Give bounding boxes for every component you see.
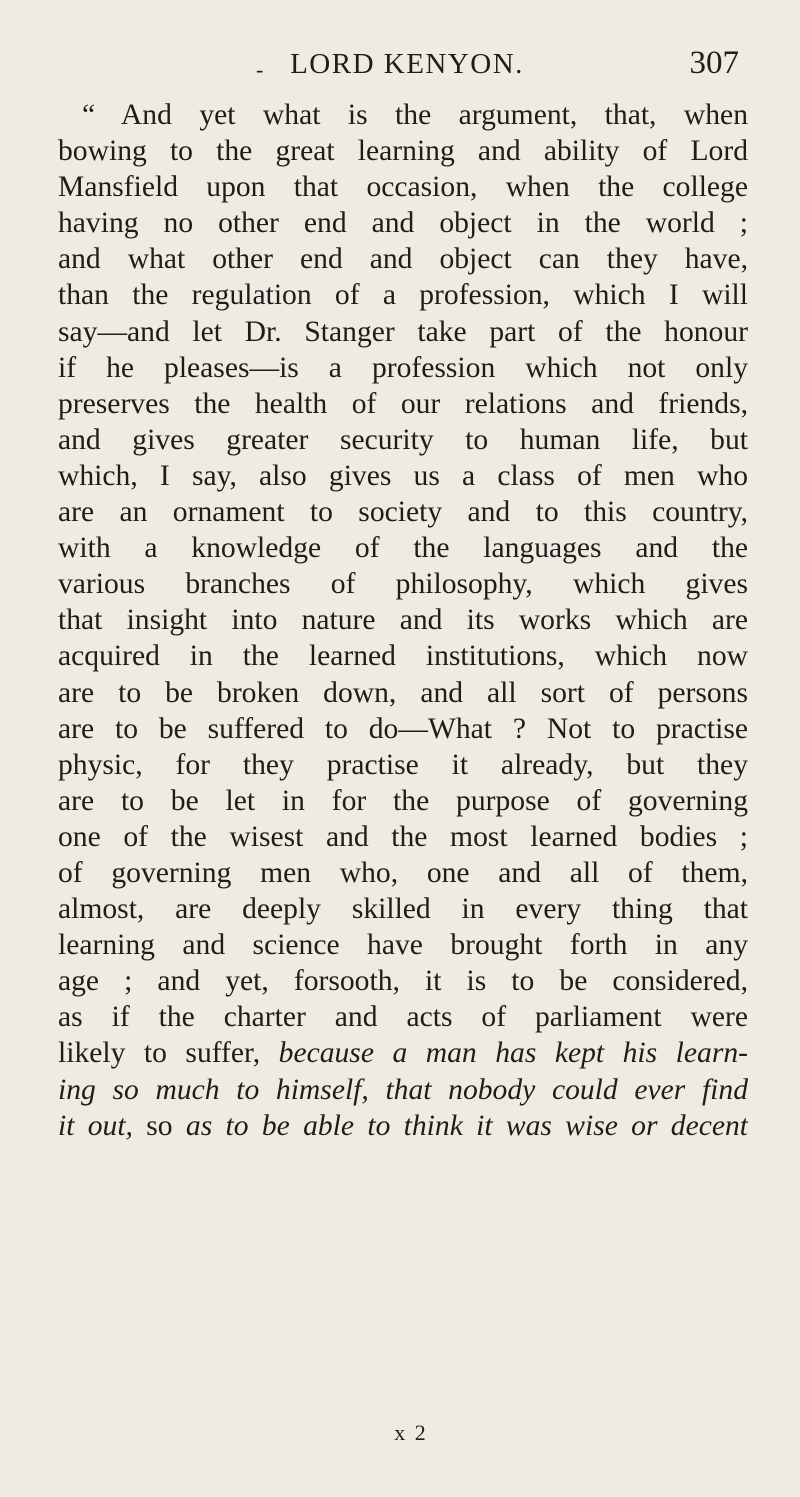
text-line: than the regulation of a profession, which I will — [58, 279, 748, 312]
text-line: Mansfield upon that occasion, when the college — [58, 171, 748, 204]
text-line: learning and science have brought forth in any — [58, 929, 748, 962]
text-line: that insight into nature and its works which are — [58, 604, 748, 637]
text-line: are an ornament to society and to this country, — [58, 496, 748, 529]
text-line: are to be broken down, and all sort of persons — [58, 676, 748, 709]
text-line: are to be suffered to do—What ? Not to practise — [58, 712, 748, 745]
text-line: having no other end and object in the world ; — [58, 207, 748, 240]
text-line: various branches of philosophy, which gives — [58, 568, 748, 601]
text-line-italic: ing so much to himself, that nobody could ever find — [58, 1073, 748, 1106]
page-number: 307 — [689, 45, 739, 81]
text-line: almost, are deeply skilled in every thing that — [58, 893, 748, 926]
text-line: if he pleases—is a profession which not only — [58, 351, 748, 384]
body-text — [58, 97, 748, 1144]
signature-mark: x 2 — [394, 1420, 428, 1445]
text-line: as if the charter and acts of parliament were — [58, 1001, 748, 1034]
text-line: age ; and yet, forsooth, it is to be considered, — [58, 965, 748, 998]
text-line-mixed — [58, 1108, 748, 1144]
text-line: one of the wisest and the most learned bodies ; — [58, 820, 748, 853]
text-line-mixed — [58, 1035, 748, 1071]
text-line: physic, for they practise it already, but they — [58, 748, 748, 781]
text-line: “ And yet what is the argument, that, when — [82, 99, 748, 131]
text-line: preserves the health of our relations and friends, — [58, 387, 748, 420]
text-line: with a knowledge of the languages and the — [58, 532, 748, 565]
text-line: bowing to the great learning and ability of Lord — [58, 135, 748, 168]
text-line: and gives greater security to human life, but — [58, 423, 748, 456]
italic-text: it out, — [58, 1109, 133, 1142]
text-line: of governing men who, one and all of them, — [58, 856, 748, 889]
text-line: say—and let Dr. Stanger take part of the honour — [58, 315, 748, 348]
text-line: are to be let in for the purpose of governing — [58, 784, 748, 817]
roman-text: likely to suffer, — [58, 1037, 261, 1070]
text-line: which, I say, also gives us a class of men who — [58, 459, 748, 492]
header-title: LORD KENYON. — [290, 48, 524, 80]
header-dash: - — [256, 57, 264, 82]
text-line: acquired in the learned institutions, which now — [58, 640, 748, 673]
running-header — [0, 45, 800, 88]
italic-text: because a man has kept his learn- — [278, 1037, 748, 1070]
text-line: and what other end and object can they have, — [58, 243, 748, 276]
roman-text: so — [146, 1109, 173, 1142]
italic-text: as to be able to think it was wise or decent — [185, 1109, 748, 1142]
